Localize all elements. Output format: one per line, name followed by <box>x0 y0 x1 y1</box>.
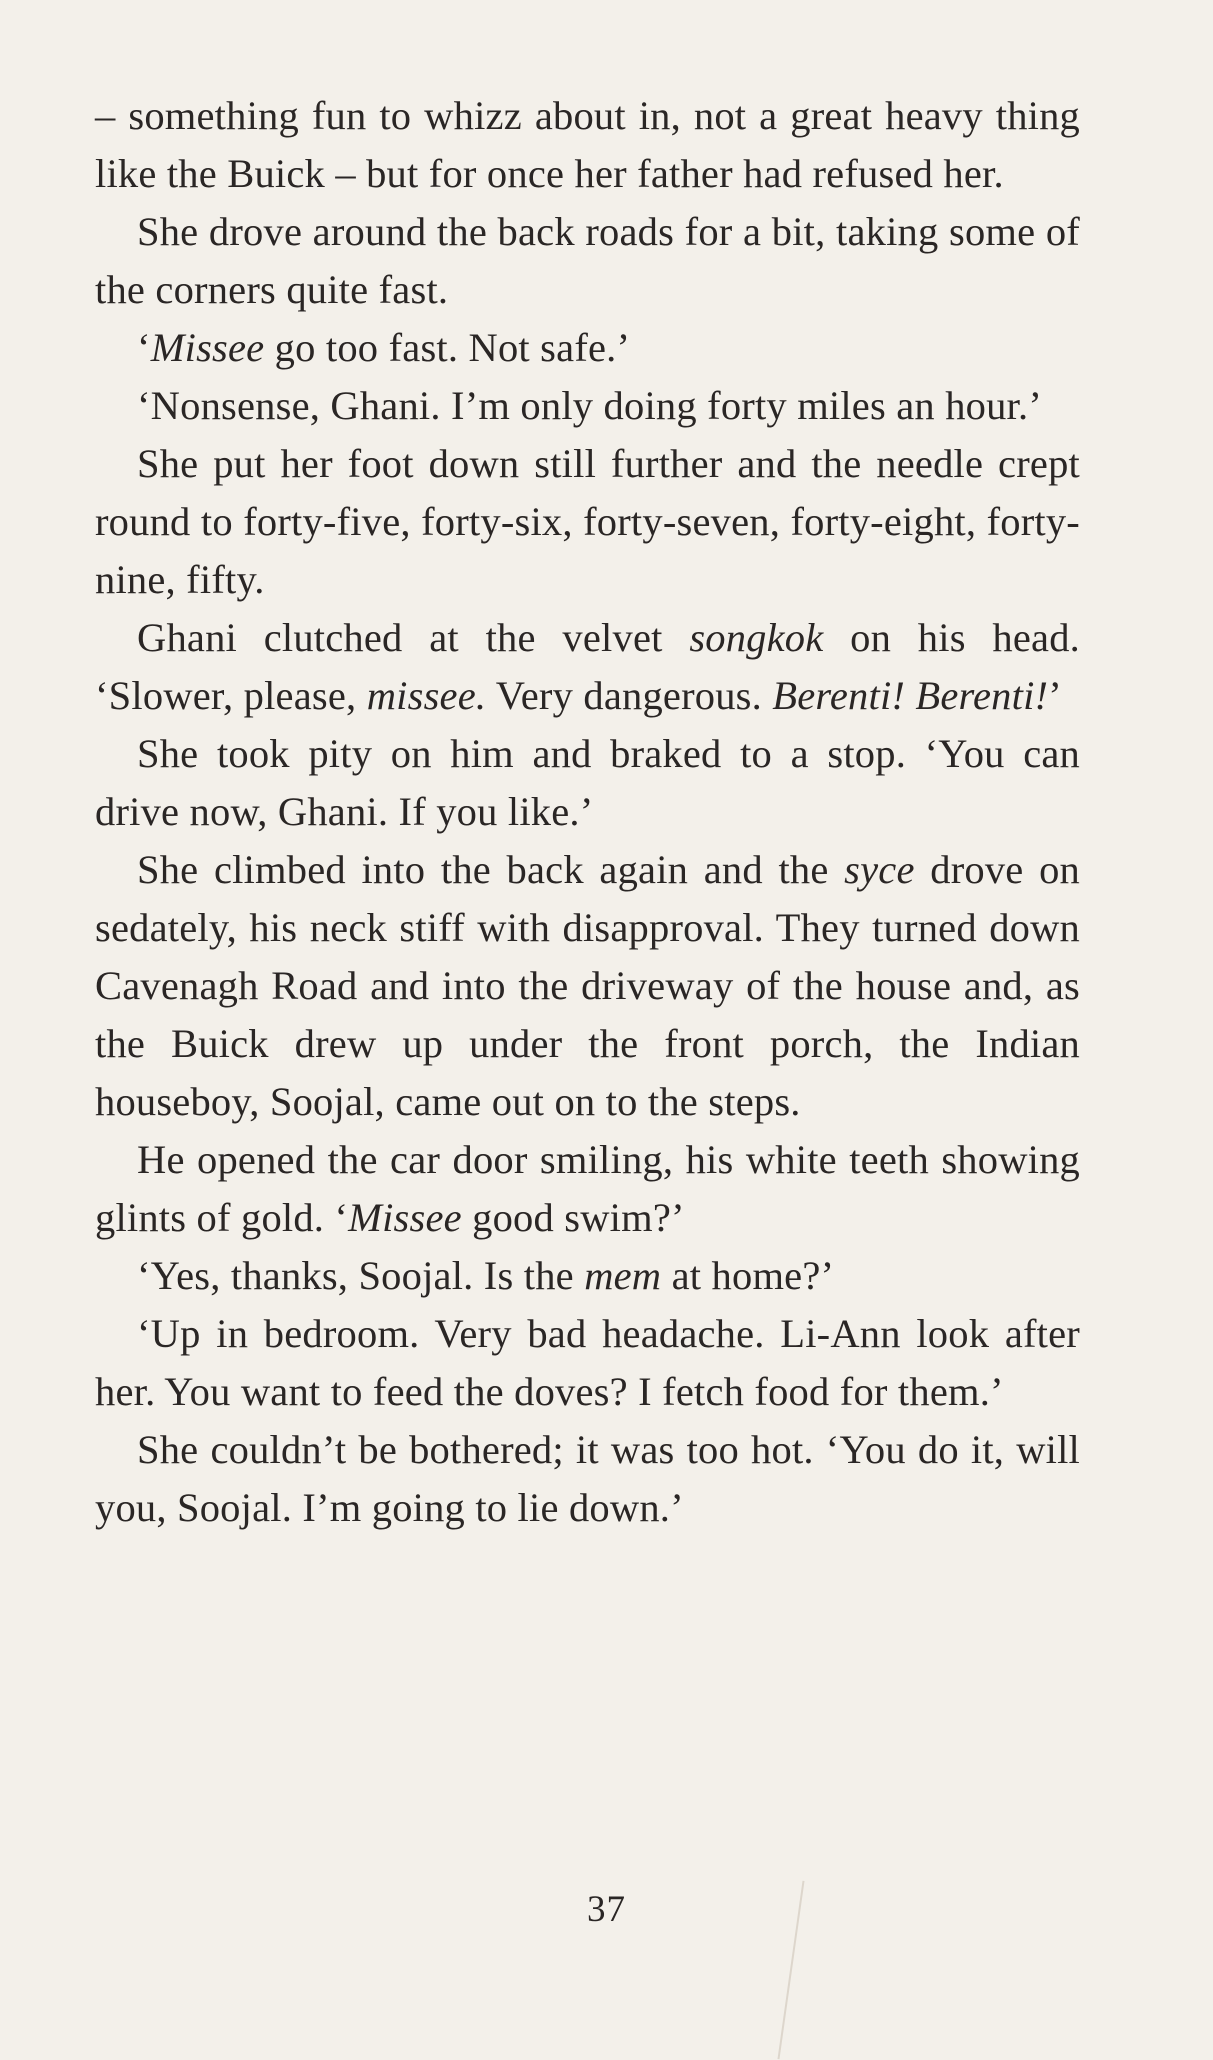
paragraph <box>95 435 1080 609</box>
italic-text: Berenti! Berenti! <box>772 673 1049 718</box>
text-run: She put her foot down still further and the needle crept round to forty-five, forty-six, forty-seven, forty-eight, forty-nine, fifty. <box>95 441 1080 602</box>
paragraph <box>95 725 1080 841</box>
paragraph <box>95 841 1080 1131</box>
paragraph <box>95 377 1080 435</box>
text-run: ’ <box>1048 673 1062 718</box>
text-run: She took pity on him and braked to a stop. ‘You can drive now, Ghani. If you like.’ <box>95 731 1080 834</box>
italic-text: syce <box>844 847 915 892</box>
text-run: Very dangerous. <box>486 673 773 718</box>
body-text <box>95 87 1080 1537</box>
text-run: drove on sedately, his neck stiff with disapproval. They turned down Cavenagh Road and into the driveway of the house and, as the Buick drew up under the front porch, the Indian houseboy, Soojal, came out on to the steps. <box>95 847 1080 1124</box>
paragraph <box>95 203 1080 319</box>
text-run: on his head. ‘Slower, please, <box>95 615 1080 718</box>
text-run: at home?’ <box>661 1253 835 1298</box>
text-run: Ghani clutched at the velvet <box>137 615 690 660</box>
text-run: – something fun to whizz about in, not a great heavy thing like the Buick – but for once her father had refused her. <box>95 93 1080 196</box>
paragraph <box>95 1305 1080 1421</box>
text-run: ‘Yes, thanks, Soojal. Is the <box>137 1253 585 1298</box>
paragraph <box>95 1247 1080 1305</box>
text-run: She climbed into the back again and the <box>137 847 845 892</box>
italic-text: Missee <box>150 325 265 370</box>
text-run: She couldn’t be bothered; it was too hot. ‘You do it, will you, Soojal. I’m going to lie down.’ <box>95 1427 1080 1530</box>
paragraph <box>95 319 1080 377</box>
text-run: ‘Up in bedroom. Very bad headache. Li-Ann look after her. You want to feed the doves? I fetch food for them.’ <box>95 1311 1080 1414</box>
italic-text: mem <box>584 1253 662 1298</box>
paragraph <box>95 1421 1080 1537</box>
text-run: go too fast. Not safe.’ <box>264 325 631 370</box>
text-run: good swim?’ <box>461 1195 685 1240</box>
italic-text: Missee <box>348 1195 462 1240</box>
paragraph <box>95 87 1080 203</box>
text-run: ‘Nonsense, Ghani. I’m only doing forty miles an hour.’ <box>137 383 1043 428</box>
page-number: 37 <box>587 1889 626 1930</box>
italic-text: songkok <box>689 615 824 660</box>
text-run: ‘ <box>137 325 151 370</box>
paragraph <box>95 609 1080 725</box>
paragraph <box>95 1131 1080 1247</box>
text-run: He opened the car door smiling, his white teeth showing glints of gold. ‘ <box>95 1137 1080 1240</box>
italic-text: missee. <box>366 673 487 718</box>
text-run: She drove around the back roads for a bit, taking some of the corners quite fast. <box>95 209 1080 312</box>
